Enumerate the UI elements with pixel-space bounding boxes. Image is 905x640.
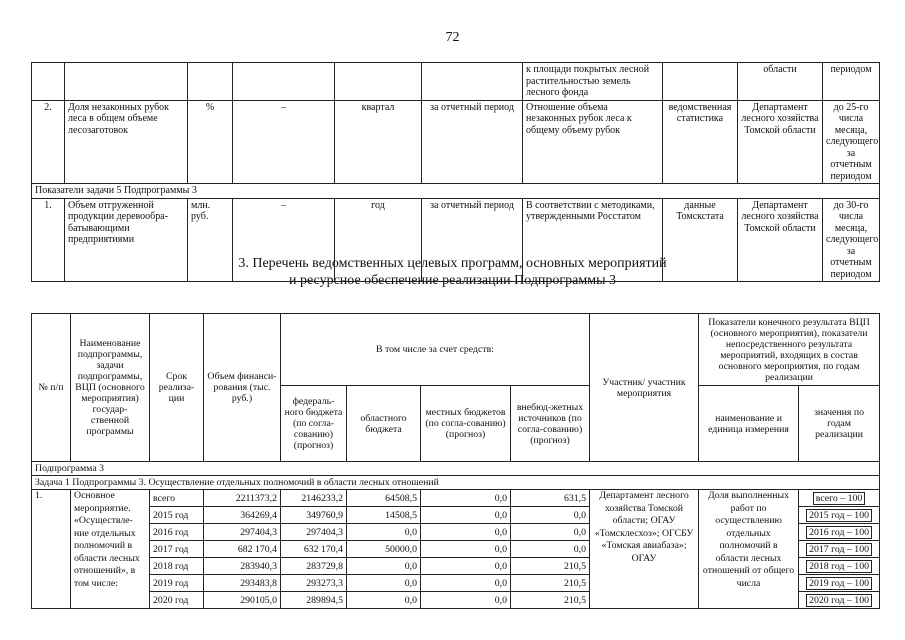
unit-cell: млн. руб.: [188, 198, 233, 282]
page-number: 72: [445, 30, 460, 45]
indicator-value: 2016 год – 100: [806, 526, 872, 539]
algo-cell: –: [233, 198, 335, 282]
header-num: № п/п: [32, 314, 71, 462]
local-cell: 0,0: [421, 592, 511, 609]
main-num: 1.: [32, 490, 71, 609]
algo-cell: –: [233, 100, 335, 184]
federal-cell: 283729,8: [281, 558, 347, 575]
indicators-top-row: [32, 63, 880, 101]
deadline-cell: до 30-го числа месяца, следующего за отчетным периодом: [823, 198, 880, 282]
regional-cell: 14508,5: [347, 507, 421, 524]
deadline-cell: периодом: [823, 63, 880, 101]
task-label: Задача 1 Подпрограммы 3. Осуществление отдельных полномочий в области лесных отношений: [32, 476, 880, 490]
interval-cell: за отчетный период: [422, 100, 523, 184]
regional-cell: 0,0: [347, 558, 421, 575]
header-federal: федераль-ного бюджета (по согла-сованию) (прогноз): [281, 386, 347, 462]
header-row-1: [32, 314, 880, 386]
volume-cell: 290105,0: [204, 592, 281, 609]
header-ind-values: значения по годам реализации: [799, 386, 880, 462]
term-cell: 2020 год: [150, 592, 204, 609]
indicator-value: 2015 год – 100: [806, 509, 872, 522]
indicator-value-cell: [799, 575, 880, 592]
subprogram-label: Подпрограмма 3: [32, 462, 880, 476]
extra-cell: 210,5: [511, 575, 590, 592]
volume-cell: 297404,3: [204, 524, 281, 541]
term-cell: 2018 год: [150, 558, 204, 575]
method-cell: к площади покрытых лесной растительностью земель лесного фонда: [523, 63, 663, 101]
indicator-row: [32, 100, 880, 184]
header-local: местных бюджетов (по согла-сованию) (прогноз): [421, 386, 511, 462]
interval-cell: за отчетный период: [422, 198, 523, 282]
indicators-table: [31, 62, 880, 282]
indicator-value: всего – 100: [813, 492, 866, 505]
subprogram-row: [32, 462, 880, 476]
header-regional: областного бюджета: [347, 386, 421, 462]
participant-cell: Департамент лесного хозяйства Томской области; ОГАУ «Томсклесхоз»; ОГСБУ «Томская авиабаза»; ОГАУ: [590, 490, 699, 609]
extra-cell: 210,5: [511, 558, 590, 575]
local-cell: 0,0: [421, 507, 511, 524]
federal-cell: 632 170,4: [281, 541, 347, 558]
source-cell: ведомственная статистика: [663, 100, 738, 184]
responsible-cell: области: [738, 63, 823, 101]
row-number: 2.: [32, 100, 65, 184]
method-cell: Отношение объема незаконных рубок леса к общему объему рубок: [523, 100, 663, 184]
header-name: Наименование подпрограммы, задачи подпрограммы, ВЦП (основного мероприятия) государ-ственной программы: [71, 314, 150, 462]
indicator-value-cell: [799, 490, 880, 507]
federal-cell: 289894,5: [281, 592, 347, 609]
regional-cell: 50000,0: [347, 541, 421, 558]
term-cell: 2015 год: [150, 507, 204, 524]
regional-cell: 0,0: [347, 575, 421, 592]
section-label: Показатели задачи 5 Подпрограммы 3: [32, 184, 880, 199]
deadline-cell: до 25-го числа месяца, следующего за отчетным периодом: [823, 100, 880, 184]
local-cell: 0,0: [421, 541, 511, 558]
indicator-name: Объем отгруженной продукции деревообра-батывающими предприятиями: [65, 198, 188, 282]
local-cell: 0,0: [421, 524, 511, 541]
periodicity-cell: квартал: [335, 100, 422, 184]
method-cell: В соответствии с методиками, утвержденными Росстатом: [523, 198, 663, 282]
federal-cell: 293273,3: [281, 575, 347, 592]
term-cell: 2017 год: [150, 541, 204, 558]
federal-cell: 297404,3: [281, 524, 347, 541]
extra-cell: 210,5: [511, 592, 590, 609]
periodicity-cell: год: [335, 198, 422, 282]
header-participant: Участник/ участник мероприятия: [590, 314, 699, 462]
responsible-cell: Департамент лесного хозяйства Томской области: [738, 198, 823, 282]
section-label-row: [32, 184, 880, 199]
row-number: 1.: [32, 198, 65, 282]
local-cell: 0,0: [421, 558, 511, 575]
extra-cell: 0,0: [511, 541, 590, 558]
volume-cell: 2211373,2: [204, 490, 281, 507]
regional-cell: 0,0: [347, 592, 421, 609]
header-term: Срок реализа-ции: [150, 314, 204, 462]
local-cell: 0,0: [421, 575, 511, 592]
indicator-name: Доля незаконных рубок леса в общем объеме лесозаготовок: [65, 100, 188, 184]
source-cell: данные Томскстата: [663, 198, 738, 282]
main-name: Основное мероприятие. «Осуществле-ние отдельных полномочий в области лесных отношений», в том числе:: [71, 490, 150, 609]
term-cell: 2019 год: [150, 575, 204, 592]
regional-cell: 0,0: [347, 524, 421, 541]
table-row: [32, 490, 880, 507]
volume-cell: 364269,4: [204, 507, 281, 524]
federal-cell: 349760,9: [281, 507, 347, 524]
indicator-value-cell: [799, 541, 880, 558]
task-row: [32, 476, 880, 490]
term-cell: всего: [150, 490, 204, 507]
header-including: В том числе за счет средств:: [281, 314, 590, 386]
indicator-value: 2018 год – 100: [806, 560, 872, 573]
indicator-value-cell: [799, 524, 880, 541]
extra-cell: 631,5: [511, 490, 590, 507]
indicator-cell: Доля выполненных работ по осуществлению отдельных полномочий в области лесных отношений от общего числа: [699, 490, 799, 609]
indicator-value: 2020 год – 100: [806, 594, 872, 607]
extra-cell: 0,0: [511, 507, 590, 524]
regional-cell: 64508,5: [347, 490, 421, 507]
unit-cell: %: [188, 100, 233, 184]
volume-cell: 293483,8: [204, 575, 281, 592]
indicator-value: 2019 год – 100: [806, 577, 872, 590]
section-title-line2: и ресурсное обеспечение реализации Подпрограммы 3: [288, 273, 617, 288]
indicator-value: 2017 год – 100: [806, 543, 872, 556]
section-title: [0, 255, 905, 289]
indicator-value-cell: [799, 507, 880, 524]
section-title-line1: 3. Перечень ведомственных целевых программ, основных мероприятий: [238, 256, 667, 271]
indicator-value-cell: [799, 592, 880, 609]
local-cell: 0,0: [421, 490, 511, 507]
term-cell: 2016 год: [150, 524, 204, 541]
resource-table: [31, 313, 880, 609]
responsible-cell: Департамент лесного хозяйства Томской области: [738, 100, 823, 184]
header-volume: Объем финанси-рования (тыс. руб.): [204, 314, 281, 462]
volume-cell: 283940,3: [204, 558, 281, 575]
header-ind-name: наименование и единица измерения: [699, 386, 799, 462]
header-extra: внебюд-жетных источников (по согла-сованию) (прогноз): [511, 386, 590, 462]
federal-cell: 2146233,2: [281, 490, 347, 507]
extra-cell: 0,0: [511, 524, 590, 541]
header-indicators: Показатели конечного результата ВЦП (основного мероприятия), показатели непосредственного результата мероприятий, входящих в состав основного мероприятия, по годам реализации: [699, 314, 880, 386]
indicator-value-cell: [799, 558, 880, 575]
volume-cell: 682 170,4: [204, 541, 281, 558]
